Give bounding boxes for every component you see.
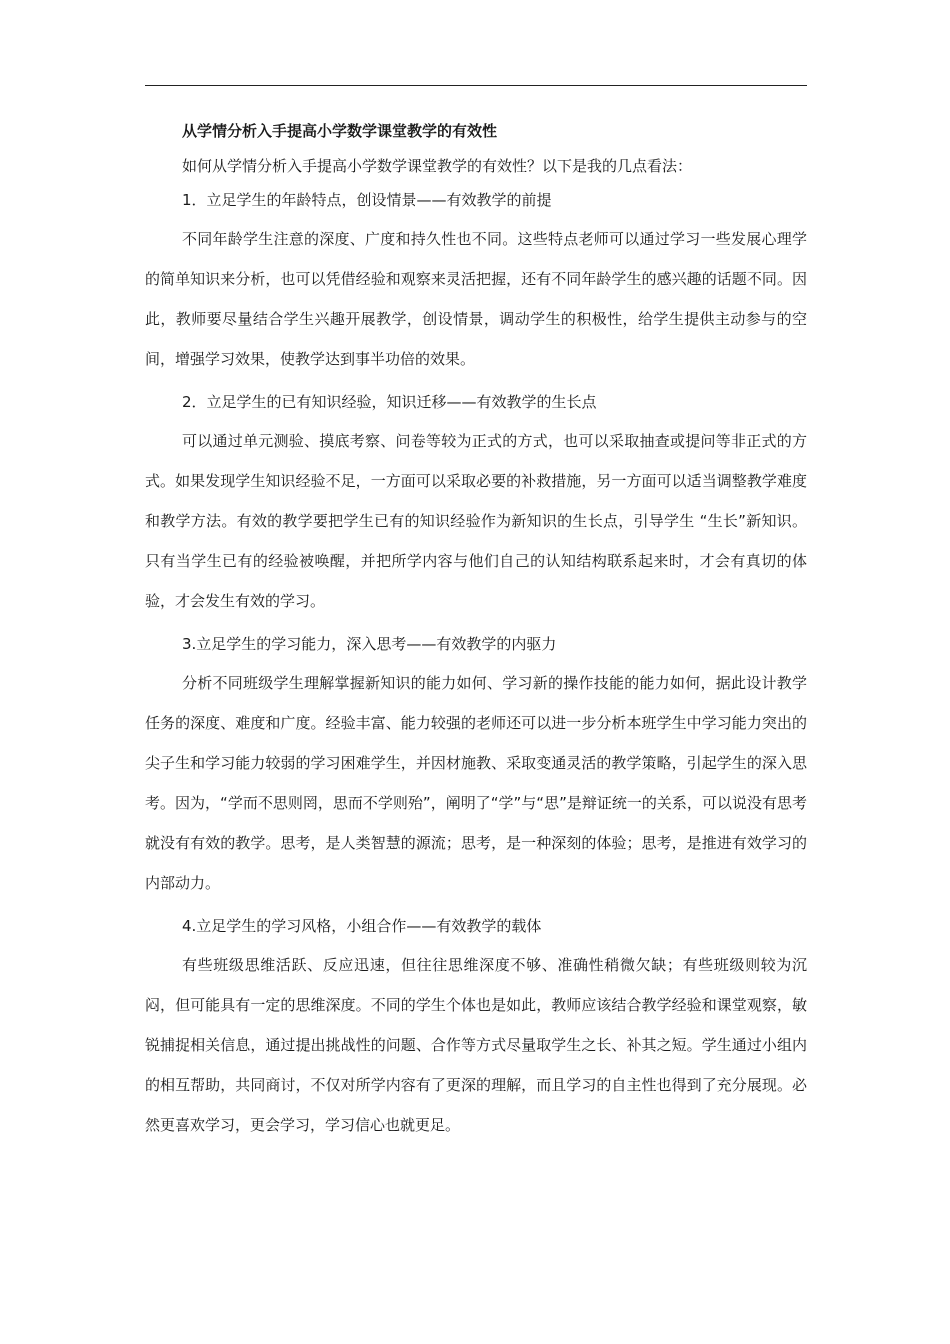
intro-paragraph: 如何从学情分析入手提高小学数学课堂教学的有效性？以下是我的几点看法： [182,157,693,175]
section-3-body: 分析不同班级学生理解掌握新知识的能力如何、学习新的操作技能的能力如何，据此设计教学任务的深度、难度和广度。经验丰富、能力较强的老师还可以进一步分析本班学生中学习能力突出的尖子生和学习能力较弱的学习困难学生，并因材施教、采取变通灵活的教学策略，引起学生的深入思考。因为，“学而不思则罔，思而不学则殆”，阐明了“学”与“思”是辩证统一的关系，可以说没有思考就没有有效的教学。思考，是人类智慧的源流；思考，是一种深刻的体验；思考，是推进有效学习的内部动力。 [145,674,807,892]
section-3-heading: 3.立足学生的学习能力，深入思考——有效教学的内驱力 [182,635,557,653]
section-4-heading: 4.立足学生的学习风格，小组合作——有效教学的载体 [182,917,542,935]
section-2-heading: 2．立足学生的已有知识经验，知识迁移——有效教学的生长点 [182,393,597,411]
document-title: 从学情分析入手提高小学数学课堂教学的有效性 [182,122,498,140]
document-body [145,120,807,1157]
header-rule [145,85,807,86]
section-1-heading: 1．立足学生的年龄特点，创设情景——有效教学的前提 [182,191,552,209]
section-1-body: 不同年龄学生注意的深度、广度和持久性也不同。这些特点老师可以通过学习一些发展心理学的简单知识来分析，也可以凭借经验和观察来灵活把握，还有不同年龄学生的感兴趣的话题不同。因此，教师要尽量结合学生兴趣开展教学，创设情景，调动学生的积极性，给学生提供主动参与的空间，增强学习效果，使教学达到事半功倍的效果。 [145,230,807,368]
section-4-body: 有些班级思维活跃、反应迅速，但往往思维深度不够、准确性稍微欠缺；有些班级则较为沉闷，但可能具有一定的思维深度。不同的学生个体也是如此，教师应该结合教学经验和课堂观察，敏锐捕捉相关信息，通过提出挑战性的问题、合作等方式尽量取学生之长、补其之短。学生通过小组内的相互帮助，共同商讨，不仅对所学内容有了更深的理解，而且学习的自主性也得到了充分展现。必然更喜欢学习，更会学习，学习信心也就更足。 [145,956,807,1134]
section-2-body: 可以通过单元测验、摸底考察、问卷等较为正式的方式，也可以采取抽查或提问等非正式的方式。如果发现学生知识经验不足，一方面可以采取必要的补救措施，另一方面可以适当调整教学难度和教学方法。有效的教学要把学生已有的知识经验作为新知识的生长点，引导学生 “生长”新知识。只有当学生已有的经验被唤醒，并把所学内容与他们自己的认知结构联系起来时，才会有真切的体验，才会发生有效的学习。 [145,432,807,610]
